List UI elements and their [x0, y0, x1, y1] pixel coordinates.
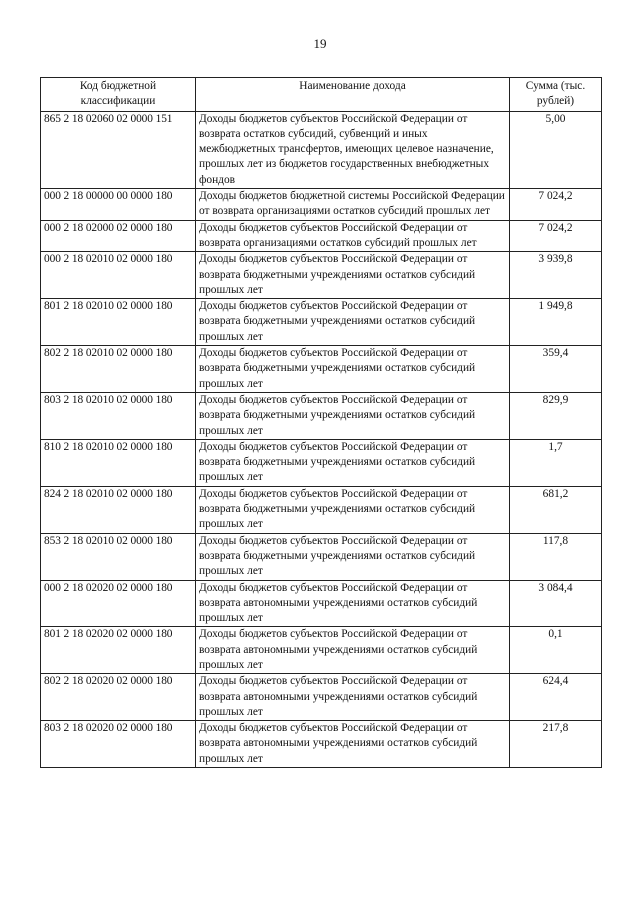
name-cell: Доходы бюджетов субъектов Российской Федерации от возврата бюджетными учреждениями остатков субсидий прошлых лет [196, 486, 510, 533]
table-row [41, 189, 602, 221]
header-sum: Сумма (тыс. рублей) [510, 78, 602, 112]
code-cell: 824 2 18 02010 02 0000 180 [41, 486, 196, 533]
sum-cell: 5,00 [510, 111, 602, 188]
sum-cell: 1 949,8 [510, 299, 602, 346]
name-cell: Доходы бюджетов субъектов Российской Федерации от возврата бюджетными учреждениями остатков субсидий прошлых лет [196, 533, 510, 580]
sum-cell: 1,7 [510, 439, 602, 486]
table-header-row [41, 78, 602, 112]
name-cell: Доходы бюджетов субъектов Российской Федерации от возврата бюджетными учреждениями остатков субсидий прошлых лет [196, 252, 510, 299]
table-row [41, 721, 602, 768]
table-row [41, 486, 602, 533]
header-name: Наименование дохода [196, 78, 510, 112]
table-row [41, 580, 602, 627]
code-cell: 000 2 18 02010 02 0000 180 [41, 252, 196, 299]
table-row [41, 439, 602, 486]
table-row [41, 346, 602, 393]
table-row [41, 252, 602, 299]
table-row [41, 392, 602, 439]
name-cell: Доходы бюджетов субъектов Российской Федерации от возврата автономными учреждениями остатков субсидий прошлых лет [196, 674, 510, 721]
sum-cell: 7 024,2 [510, 189, 602, 221]
name-cell: Доходы бюджетов субъектов Российской Федерации от возврата бюджетными учреждениями остатков субсидий прошлых лет [196, 299, 510, 346]
sum-cell: 829,9 [510, 392, 602, 439]
code-cell: 000 2 18 02020 02 0000 180 [41, 580, 196, 627]
name-cell: Доходы бюджетов субъектов Российской Федерации от возврата бюджетными учреждениями остатков субсидий прошлых лет [196, 346, 510, 393]
table-row [41, 111, 602, 188]
table-row [41, 220, 602, 252]
sum-cell: 217,8 [510, 721, 602, 768]
sum-cell: 624,4 [510, 674, 602, 721]
name-cell: Доходы бюджетов субъектов Российской Федерации от возврата организациями остатков субсидий прошлых лет [196, 220, 510, 252]
sum-cell: 7 024,2 [510, 220, 602, 252]
sum-cell: 3 939,8 [510, 252, 602, 299]
name-cell: Доходы бюджетов субъектов Российской Федерации от возврата остатков субсидий, субвенций и иных межбюджетных трансфертов, имеющих целевое назначение, прошлых лет из бюджетов государственных внебюджетных фондов [196, 111, 510, 188]
page-number: 19 [313, 36, 327, 51]
name-cell: Доходы бюджетов субъектов Российской Федерации от возврата автономными учреждениями остатков субсидий прошлых лет [196, 721, 510, 768]
table-row [41, 674, 602, 721]
code-cell: 000 2 18 02000 02 0000 180 [41, 220, 196, 252]
budget-revenue-table [40, 77, 602, 768]
sum-cell: 3 084,4 [510, 580, 602, 627]
name-cell: Доходы бюджетов бюджетной системы Российской Федерации от возврата организациями остатков субсидий прошлых лет [196, 189, 510, 221]
sum-cell: 0,1 [510, 627, 602, 674]
code-cell: 803 2 18 02010 02 0000 180 [41, 392, 196, 439]
table-row [41, 299, 602, 346]
name-cell: Доходы бюджетов субъектов Российской Федерации от возврата автономными учреждениями остатков субсидий прошлых лет [196, 580, 510, 627]
table-row [41, 627, 602, 674]
code-cell: 803 2 18 02020 02 0000 180 [41, 721, 196, 768]
sum-cell: 117,8 [510, 533, 602, 580]
code-cell: 853 2 18 02010 02 0000 180 [41, 533, 196, 580]
header-code: Код бюджетной классификации [41, 78, 196, 112]
table-row [41, 533, 602, 580]
sum-cell: 359,4 [510, 346, 602, 393]
code-cell: 810 2 18 02010 02 0000 180 [41, 439, 196, 486]
code-cell: 801 2 18 02020 02 0000 180 [41, 627, 196, 674]
name-cell: Доходы бюджетов субъектов Российской Федерации от возврата бюджетными учреждениями остатков субсидий прошлых лет [196, 392, 510, 439]
code-cell: 802 2 18 02010 02 0000 180 [41, 346, 196, 393]
code-cell: 865 2 18 02060 02 0000 151 [41, 111, 196, 188]
name-cell: Доходы бюджетов субъектов Российской Федерации от возврата автономными учреждениями остатков субсидий прошлых лет [196, 627, 510, 674]
name-cell: Доходы бюджетов субъектов Российской Федерации от возврата бюджетными учреждениями остатков субсидий прошлых лет [196, 439, 510, 486]
sum-cell: 681,2 [510, 486, 602, 533]
code-cell: 802 2 18 02020 02 0000 180 [41, 674, 196, 721]
code-cell: 000 2 18 00000 00 0000 180 [41, 189, 196, 221]
code-cell: 801 2 18 02010 02 0000 180 [41, 299, 196, 346]
